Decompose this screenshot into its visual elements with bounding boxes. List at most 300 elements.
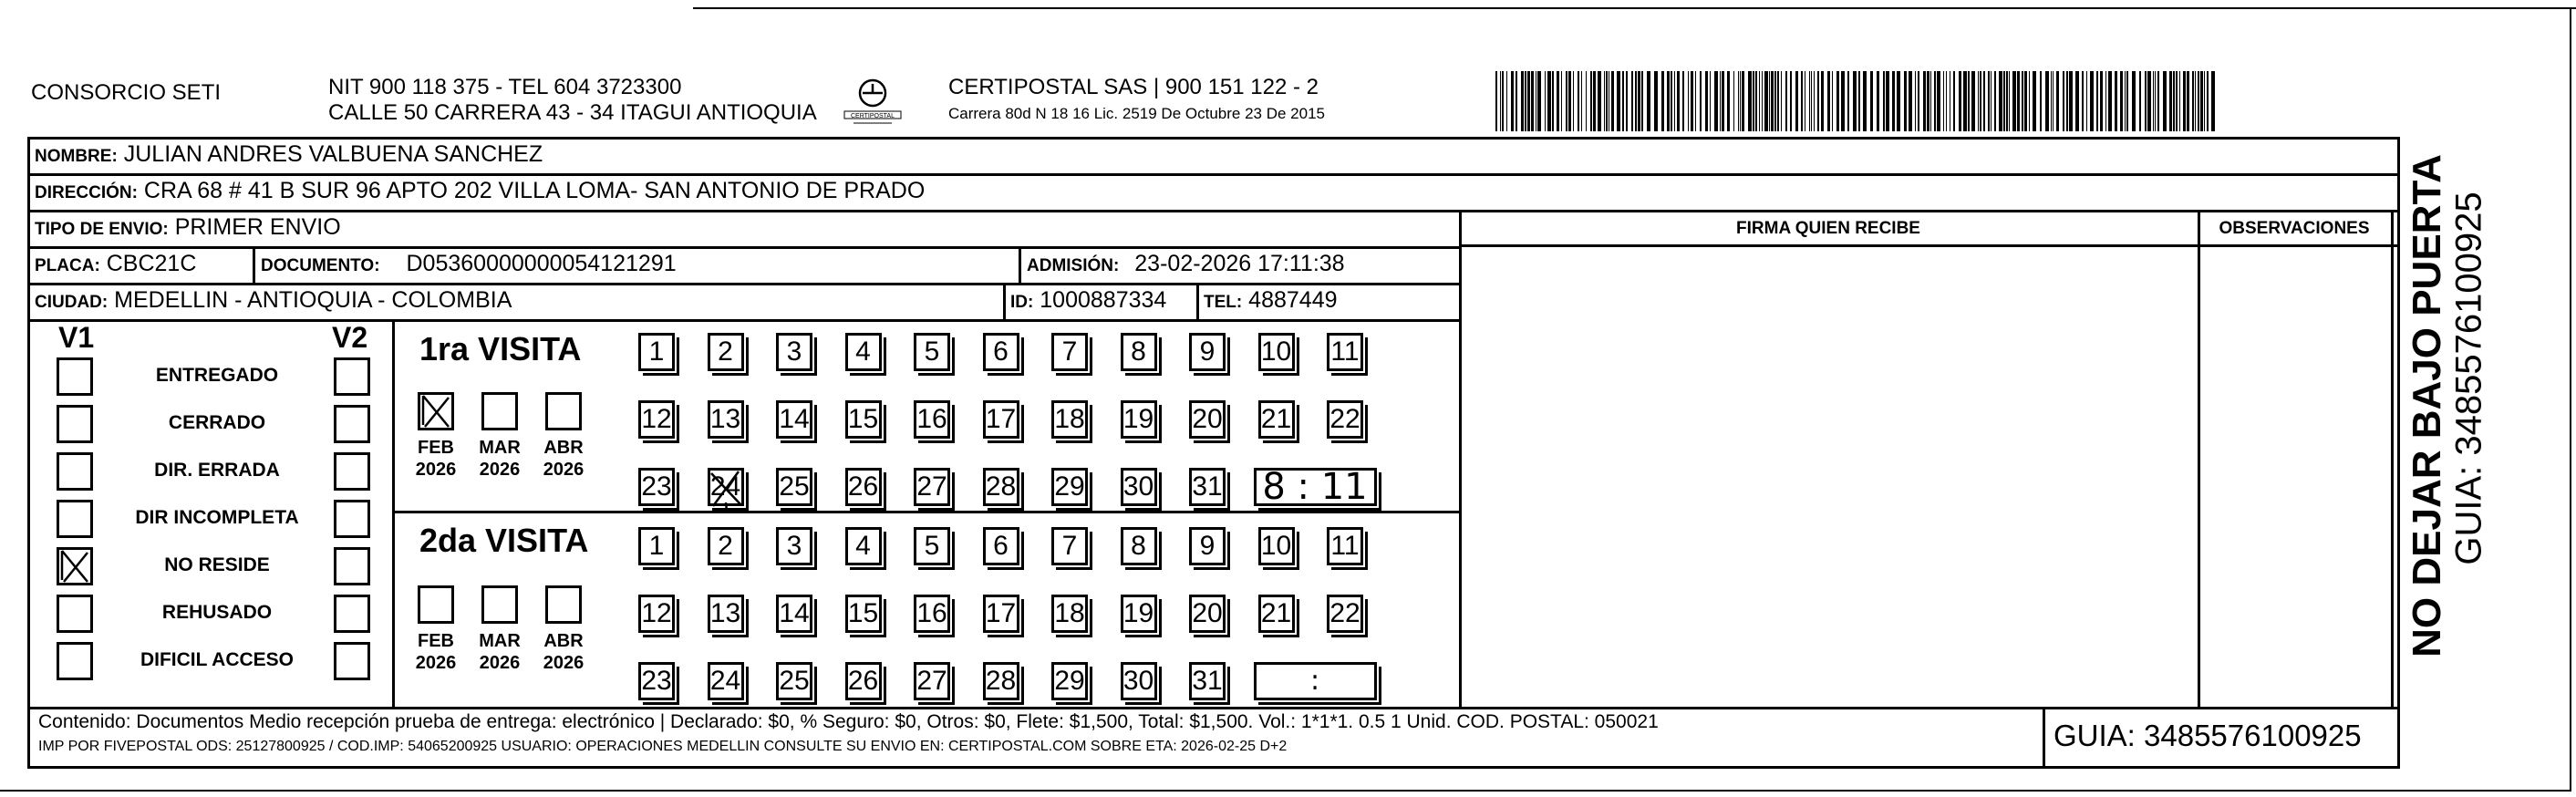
barcode-bar [2153, 71, 2154, 131]
second-visit-day-box-shadow [918, 599, 955, 637]
second-visit-day-box-shadow [712, 599, 749, 637]
barcode-bar [1821, 71, 1824, 131]
barcode-bar [1688, 71, 1689, 131]
second-visit-day-box[interactable]: 6 [983, 527, 1019, 565]
second-visit-day-box[interactable]: 14 [776, 595, 812, 633]
ciudad-row [35, 286, 512, 316]
barcode-bar [2024, 71, 2027, 131]
second-visit-day-box-shadow [1056, 532, 1092, 570]
v2-checkbox-1[interactable] [334, 405, 370, 443]
first-visit-day-box-shadow [1125, 337, 1162, 376]
second-visit-day-box[interactable]: 28 [983, 662, 1019, 700]
status-reason: DIR. ERRADA [154, 460, 280, 481]
first-visit-day-box[interactable]: 24 [708, 468, 744, 506]
second-visit-day-box[interactable]: 23 [638, 662, 675, 700]
barcode-bar [1764, 71, 1768, 131]
second-visit-day-box-shadow [781, 532, 817, 570]
id-label: ID: [1010, 293, 1034, 312]
barcode-bar [2086, 71, 2087, 131]
second-visit-day-box-shadow [1056, 667, 1092, 705]
sender-address: CALLE 50 CARRERA 43 - 34 ITAGUI ANTIOQUIA [328, 100, 817, 125]
second-visit-day-box-shadow [1331, 532, 1368, 570]
second-visit-day-box-shadow [1331, 599, 1368, 637]
second-visit-day-box[interactable]: 31 [1189, 662, 1226, 700]
carrier-name: CERTIPOSTAL SAS | 900 151 122 - 2 [948, 75, 1319, 99]
second-visit-year-label: 2026 [479, 653, 521, 673]
top-frame-line [693, 7, 2576, 9]
v1-checkbox-3[interactable] [57, 500, 93, 538]
first-visit-day-box[interactable]: 14 [776, 400, 812, 439]
row-divider [27, 246, 1459, 249]
admision-value: 23-02-2026 17:11:38 [1134, 251, 1345, 276]
barcode-bar [1631, 71, 1633, 131]
barcode-bar [1909, 71, 1912, 131]
barcode-bar [1738, 71, 1739, 131]
first-visit-day-box-shadow [781, 337, 817, 376]
documento-value: D05360000000054121291 [406, 251, 677, 276]
first-visit-day-box[interactable]: 27 [914, 468, 950, 506]
v1-checkbox-4[interactable] [57, 547, 93, 585]
barcode-bar [1771, 71, 1774, 131]
barcode-bar [1801, 71, 1803, 131]
first-visit-day-box-shadow [1194, 405, 1230, 443]
barcode-bar [1590, 71, 1592, 131]
second-visit-day-box-shadow [643, 532, 679, 570]
barcode-bar [1557, 71, 1559, 131]
placa-label: PLACA: [35, 256, 100, 275]
bottom-frame-line [0, 790, 2571, 792]
first-visit-month-label: FEB [418, 438, 454, 458]
first-visit-day-box[interactable]: 30 [1121, 468, 1157, 506]
first-visit-day-box-shadow [1125, 472, 1162, 511]
direccion-row [35, 177, 925, 207]
barcode-bar [1883, 71, 1885, 131]
barcode-bar [2040, 71, 2042, 131]
first-visit-year-label: 2026 [543, 460, 585, 480]
barcode-bar [1527, 71, 1530, 131]
barcode-bar [2176, 71, 2178, 131]
check-mark-icon [708, 468, 748, 513]
second-visit-day-box[interactable]: 4 [845, 527, 882, 565]
second-visit-day-box-shadow [850, 532, 886, 570]
second-visit-day-box-shadow [988, 667, 1024, 705]
row-divider [1459, 244, 2400, 247]
second-visit-day-box[interactable]: 26 [845, 662, 882, 700]
first-visit-month-label: MAR [479, 438, 521, 458]
second-visit-day-box[interactable]: 24 [708, 662, 744, 700]
first-visit-day-box[interactable]: 22 [1327, 400, 1363, 439]
barcode-bar [1853, 71, 1857, 131]
first-visit-day-box-shadow [988, 405, 1024, 443]
barcode-bar [1836, 71, 1839, 131]
first-visit-day-box-shadow [781, 472, 817, 511]
first-visit-day-box[interactable]: 21 [1258, 400, 1295, 439]
v1-checkbox-1[interactable] [57, 405, 93, 443]
barcode-bar [1511, 71, 1514, 131]
second-visit-day-box[interactable]: 3 [776, 527, 812, 565]
barcode-bar [1578, 71, 1579, 131]
v1-checkbox-0[interactable] [57, 357, 93, 396]
barcode-bar [1733, 71, 1734, 131]
barcode-bar [1742, 71, 1744, 131]
status-reason: NO RESIDE [164, 554, 270, 575]
second-visit-day-box[interactable]: 29 [1051, 662, 1088, 700]
second-visit-day-box-shadow [643, 667, 679, 705]
v2-checkbox-3[interactable] [334, 500, 370, 538]
first-visit-day-box-shadow [1331, 405, 1368, 443]
barcode-bar [1537, 71, 1541, 131]
nombre-row [35, 140, 543, 171]
v2-checkbox-5[interactable] [334, 595, 370, 633]
first-visit-day-box[interactable]: 28 [983, 468, 1019, 506]
barcode-bar [1934, 71, 1936, 131]
first-visit-day-box[interactable]: 7 [1051, 333, 1088, 371]
first-visit-day-box[interactable]: 10 [1258, 333, 1295, 371]
first-visit-day-check [708, 468, 744, 506]
barcode-bar [2045, 71, 2049, 131]
v2-label: V2 [332, 321, 368, 354]
first-visit-time-box[interactable]: 8 : 11 [1254, 468, 1377, 506]
carrier-license: Carrera 80d N 18 16 Lic. 2519 De Octubre 23 De 2015 [948, 105, 1325, 122]
first-visit-day-box-shadow [643, 472, 679, 511]
barcode-bar [2163, 71, 2167, 131]
first-visit-day-box[interactable]: 2 [708, 333, 744, 371]
barcode-bar [1809, 71, 1810, 131]
second-visit-day-box[interactable]: 27 [914, 662, 950, 700]
barcode-bar [1677, 71, 1680, 131]
footer-guia: GUIA: 3485576100925 [2054, 719, 2362, 752]
barcode-bar [1606, 71, 1608, 131]
barcode-bar [1506, 71, 1507, 131]
barcode-bar [1674, 71, 1675, 131]
side-guia: GUIA: 3485576100925 [2448, 191, 2489, 565]
second-visit-day-box[interactable]: 21 [1258, 595, 1295, 633]
barcode-bar [1963, 71, 1967, 131]
v1-checkbox-2[interactable] [57, 452, 93, 491]
id-row [1010, 286, 1166, 316]
first-visit-time-box-shadow [1258, 472, 1381, 511]
first-visit-day-box-shadow [1263, 405, 1299, 443]
cell-divider [1003, 283, 1006, 319]
firma-left-divider [1459, 210, 1462, 707]
barcode-bar [1968, 71, 1970, 131]
barcode-bar [1525, 71, 1526, 131]
barcode-bar [1795, 71, 1798, 131]
barcode-bar [1593, 71, 1596, 131]
first-visit-day-box[interactable]: 29 [1051, 468, 1088, 506]
barcode-bar [2132, 71, 2136, 131]
second-visit-day-box[interactable]: 30 [1121, 662, 1157, 700]
barcode-bar [1978, 71, 1979, 131]
barcode-bar [2003, 71, 2005, 131]
first-visit-day-box-shadow [1056, 337, 1092, 376]
first-visit-day-box-shadow [1125, 405, 1162, 443]
barcode-bar [2145, 71, 2147, 131]
barcode-bar [1863, 71, 1867, 131]
second-visit-day-box-shadow [712, 667, 749, 705]
second-visit-day-box-shadow [918, 667, 955, 705]
barcode-bar [1573, 71, 1574, 131]
row-divider [27, 173, 2400, 176]
second-visit-day-box-shadow [712, 532, 749, 570]
second-visit-day-box[interactable]: 2 [708, 527, 744, 565]
second-visit-day-box-shadow [781, 599, 817, 637]
second-visit-day-box[interactable]: 18 [1051, 595, 1088, 633]
barcode-bar [2211, 71, 2215, 131]
barcode-bar [1753, 71, 1754, 131]
visit-divider [392, 511, 1459, 513]
second-visit-day-box[interactable]: 17 [983, 595, 1019, 633]
first-visit-day-box[interactable]: 18 [1051, 400, 1088, 439]
row-divider [27, 210, 2400, 212]
second-visit-day-box-shadow [1194, 532, 1230, 570]
second-visit-month-checkbox-0[interactable] [418, 585, 454, 624]
first-visit-month-checkbox-0[interactable] [418, 392, 454, 430]
admision-row [1027, 250, 1345, 280]
barcode-bar [2179, 71, 2180, 131]
first-visit-day-box[interactable]: 31 [1189, 468, 1226, 506]
first-visit-day-box-shadow [1194, 337, 1230, 376]
second-visit-day-box[interactable]: 19 [1121, 595, 1157, 633]
second-visit-day-box[interactable]: 11 [1327, 527, 1363, 565]
obs-left-divider [2198, 210, 2200, 707]
barcode-bar [1927, 71, 1929, 131]
right-frame-line [2570, 7, 2571, 792]
barcode-bar [1953, 71, 1955, 131]
first-visit-day-box[interactable]: 19 [1121, 400, 1157, 439]
barcode-bar [1904, 71, 1907, 131]
second-visit-day-box-shadow [918, 532, 955, 570]
barcode-bar [1654, 71, 1658, 131]
v2-checkbox-2[interactable] [334, 452, 370, 491]
barcode-bar [1720, 71, 1721, 131]
status-reason: CERRADO [168, 412, 266, 433]
barcode-bar [1870, 71, 1873, 131]
barcode-bar [2056, 71, 2059, 131]
barcode-bar [2108, 71, 2112, 131]
first-visit-day-box[interactable]: 15 [845, 400, 882, 439]
first-visit-day-box-shadow [643, 337, 679, 376]
side-warning: NO DEJAR BAJO PUERTA [2405, 154, 2449, 657]
first-visit-day-box-shadow [850, 405, 886, 443]
v1-checkbox-5[interactable] [57, 595, 93, 633]
tel-row [1204, 286, 1338, 316]
barcode-bar [1832, 71, 1833, 131]
barcode-bar [2022, 71, 2023, 131]
v2-checkbox-4[interactable] [334, 547, 370, 585]
second-visit-day-box[interactable]: 16 [914, 595, 950, 633]
barcode-bar [1748, 71, 1752, 131]
row-divider [27, 283, 1459, 285]
first-visit-day-box-shadow [918, 405, 955, 443]
first-visit-day-box[interactable]: 17 [983, 400, 1019, 439]
second-visit-month-checkbox-1[interactable] [481, 585, 518, 624]
cell-divider [253, 246, 255, 283]
v1-checkbox-6[interactable] [57, 642, 93, 680]
barcode-bar [1937, 71, 1940, 131]
barcode-bar [2033, 71, 2036, 131]
first-visit-day-box[interactable]: 5 [914, 333, 950, 371]
barcode-bar [1598, 71, 1601, 131]
barcode-bar [2155, 71, 2156, 131]
barcode-bar [1774, 71, 1776, 131]
barcode-bar [1695, 71, 1696, 131]
barcode-bar [1617, 71, 1620, 131]
first-visit-day-box-shadow [988, 472, 1024, 511]
barcode-bar [2096, 71, 2098, 131]
barcode-bar [2125, 71, 2126, 131]
first-visit-day-box[interactable]: 25 [776, 468, 812, 506]
second-visit-time-box[interactable]: : [1254, 662, 1377, 700]
first-visit-day-box[interactable]: 4 [845, 333, 882, 371]
v2-checkbox-6[interactable] [334, 642, 370, 680]
second-visit-day-box[interactable]: 22 [1327, 595, 1363, 633]
barcode-bar [1500, 71, 1501, 131]
first-visit-day-box-shadow [1056, 405, 1092, 443]
second-visit-title: 2da VISITA [419, 522, 589, 559]
second-visit-day-box[interactable]: 12 [638, 595, 675, 633]
tel-label: TEL: [1204, 293, 1243, 312]
first-visit-month-checkbox-2[interactable] [545, 392, 582, 430]
second-visit-month-label: ABR [543, 631, 584, 651]
second-visit-day-box-shadow [643, 599, 679, 637]
certipostal-logo [839, 73, 906, 128]
first-visit-day-box[interactable]: 12 [638, 400, 675, 439]
second-visit-day-box[interactable]: 9 [1189, 527, 1226, 565]
second-visit-day-box-shadow [850, 599, 886, 637]
side-guia-wrap [2449, 137, 2489, 620]
check-mark-icon [418, 392, 454, 430]
barcode-bar [1682, 71, 1684, 131]
cell-divider [1019, 246, 1021, 283]
barcode-bar [2157, 71, 2159, 131]
second-visit-day-box[interactable]: 25 [776, 662, 812, 700]
barcode-bar [1790, 71, 1792, 131]
barcode-bar [1777, 71, 1779, 131]
barcode-bar [2195, 71, 2196, 131]
barcode-bar [1943, 71, 1944, 131]
barcode-bar [2207, 71, 2209, 131]
barcode-bar [2053, 71, 2054, 131]
first-visit-day-box[interactable]: 1 [638, 333, 675, 371]
barcode-bar [2100, 71, 2103, 131]
footer-guia-divider [2043, 707, 2045, 769]
second-visit-day-box[interactable]: 8 [1121, 527, 1157, 565]
second-visit-day-box-shadow [1056, 599, 1092, 637]
barcode-bar [1710, 71, 1711, 131]
first-visit-day-box-shadow [850, 472, 886, 511]
second-visit-day-box-shadow [781, 667, 817, 705]
barcode-bar [2120, 71, 2123, 131]
first-visit-day-box[interactable]: 8 [1121, 333, 1157, 371]
barcode-bar [1521, 71, 1524, 131]
barcode-bar [1547, 71, 1551, 131]
direccion-label: DIRECCIÓN: [35, 183, 138, 202]
barcode-bar [1923, 71, 1926, 131]
tipo-row [35, 213, 341, 243]
barcode-bar [1568, 71, 1571, 131]
first-visit-day-box-shadow [850, 337, 886, 376]
barcode-bar [1769, 71, 1770, 131]
second-visit-time-box-shadow [1258, 667, 1381, 705]
barcode-bar [1561, 71, 1562, 131]
second-visit-day-box-shadow [1125, 667, 1162, 705]
second-visit-year-label: 2026 [415, 653, 457, 673]
barcode-bar [1781, 71, 1782, 131]
first-visit-day-box[interactable]: 6 [983, 333, 1019, 371]
barcode-bar [1714, 71, 1718, 131]
v1-label: V1 [58, 321, 95, 354]
first-visit-day-box-shadow [918, 472, 955, 511]
second-visit-day-box[interactable]: 20 [1189, 595, 1226, 633]
side-warning-wrap [2404, 137, 2451, 675]
sender-name: CONSORCIO SETI [31, 80, 222, 105]
second-visit-day-box[interactable]: 15 [845, 595, 882, 633]
barcode-bar [1785, 71, 1787, 131]
first-visit-day-box[interactable]: 16 [914, 400, 950, 439]
second-visit-day-box[interactable]: 5 [914, 527, 950, 565]
barcode-bar [1661, 71, 1664, 131]
second-visit-month-checkbox-2[interactable] [545, 585, 582, 624]
tel-value: 4887449 [1248, 287, 1338, 313]
barcode-bar [2069, 71, 2073, 131]
barcode-bar [2029, 71, 2030, 131]
barcode-bar [2139, 71, 2141, 131]
first-visit-day-box[interactable]: 26 [845, 468, 882, 506]
ciudad-value: MEDELLIN - ANTIOQUIA - COLOMBIA [114, 287, 512, 313]
barcode-bar [1638, 71, 1640, 131]
imp-line: IMP POR FIVEPOSTAL ODS: 25127800925 / COD.IMP: 54065200925 USUARIO: OPERACIONES MEDELLIN CONSULTE SU ENVIO EN: CERTIPOSTAL.COM SOBRE ETA: 2026-02-25 D+2 [38, 739, 1288, 754]
barcode-bar [1626, 71, 1628, 131]
barcode-bar [1552, 71, 1554, 131]
v2-checkbox-0[interactable] [334, 357, 370, 396]
first-visit-day-box[interactable]: 23 [638, 468, 675, 506]
barcode-bar [2173, 71, 2175, 131]
second-visit-day-box[interactable]: 1 [638, 527, 675, 565]
barcode-bar [1502, 71, 1504, 131]
barcode-bar [1759, 71, 1760, 131]
second-visit-day-box[interactable]: 10 [1258, 527, 1295, 565]
barcode-bar [2169, 71, 2172, 131]
first-visit-year-label: 2026 [415, 460, 457, 480]
barcode-bar [2012, 71, 2016, 131]
second-visit-day-box-shadow [1125, 532, 1162, 570]
barcode-bar [1814, 71, 1815, 131]
first-visit-day-box[interactable]: 13 [708, 400, 744, 439]
documento-label: DOCUMENTO: [261, 256, 380, 275]
barcode-bar [1516, 71, 1517, 131]
first-visit-day-box[interactable]: 11 [1327, 333, 1363, 371]
second-visit-day-box-shadow [1194, 667, 1230, 705]
status-reason: DIFICIL ACCESO [140, 649, 294, 670]
second-visit-day-box-shadow [850, 667, 886, 705]
first-visit-title: 1ra VISITA [419, 330, 582, 367]
first-visit-day-box[interactable]: 3 [776, 333, 812, 371]
second-visit-day-box-shadow [1194, 599, 1230, 637]
first-visit-day-box[interactable]: 20 [1189, 400, 1226, 439]
barcode-bar [1740, 71, 1741, 131]
second-visit-day-box-shadow [1263, 532, 1299, 570]
barcode-bar [1647, 71, 1650, 131]
first-visit-day-box-shadow [781, 405, 817, 443]
first-visit-day-box[interactable]: 9 [1189, 333, 1226, 371]
first-visit-month-checkbox-1[interactable] [481, 392, 518, 430]
second-visit-day-box[interactable]: 7 [1051, 527, 1088, 565]
barcode-bar [1877, 71, 1879, 131]
barcode-bar [2115, 71, 2117, 131]
placa-row [35, 250, 196, 280]
second-visit-day-box[interactable]: 13 [708, 595, 744, 633]
